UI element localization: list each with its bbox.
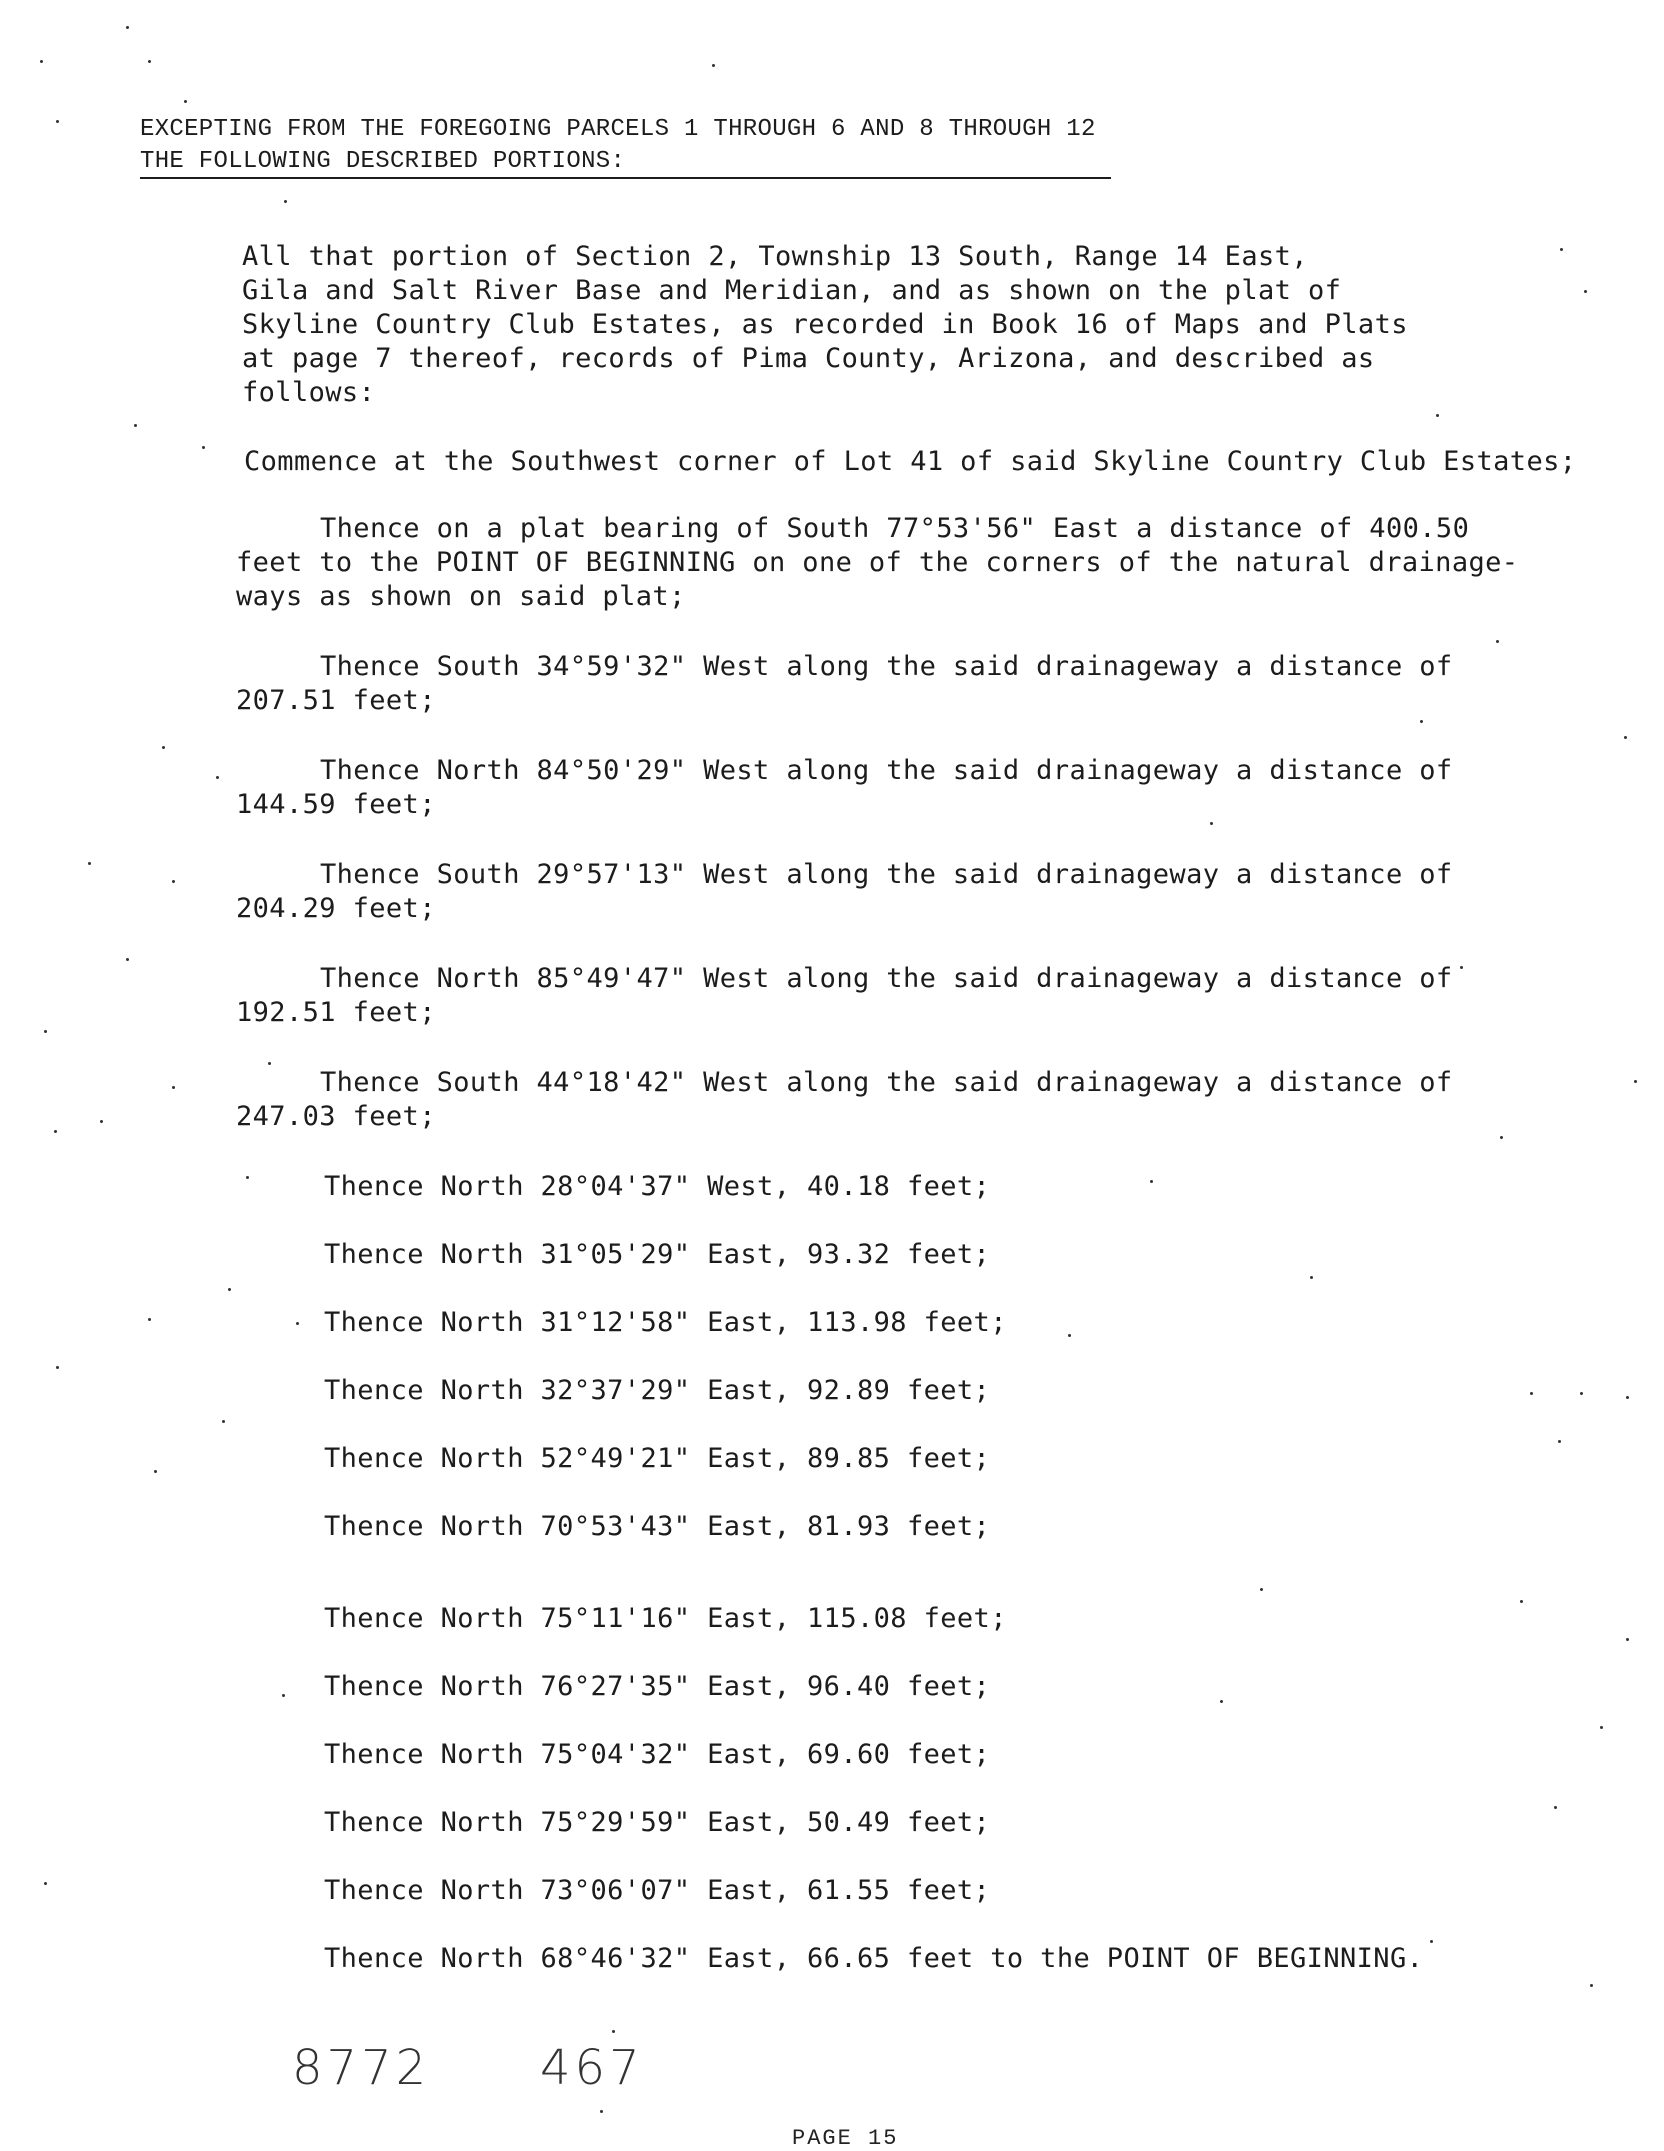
short-course-line: Thence North 73°06'07" East, 61.55 feet; (324, 1875, 991, 1906)
course-paragraph (236, 754, 1546, 822)
course-continuation-line: 144.59 feet; (236, 789, 436, 820)
commence-statement: Commence at the Southwest corner of Lot 41 of said Skyline Country Club Estates; (244, 446, 1577, 477)
exception-header (140, 114, 1180, 179)
course-first-line: Thence North 84°50'29" West along the said drainageway a distance of (320, 755, 1453, 786)
short-course-line: Thence North 75°29'59" East, 50.49 feet; (324, 1807, 991, 1838)
short-course-line: Thence North 52°49'21" East, 89.85 feet; (324, 1443, 991, 1474)
course-continuation-line: 204.29 feet; (236, 893, 436, 924)
page-label: PAGE 15 (792, 2126, 899, 2151)
course-continuation-line: feet to the POINT OF BEGINNING on one of the corners of the natural drainage- (236, 547, 1519, 578)
short-course-line: Thence North 31°12'58" East, 113.98 feet; (324, 1307, 1007, 1338)
intro-line: at page 7 thereof, records of Pima County, Arizona, and described as (242, 343, 1375, 374)
course-continuation-line: 192.51 feet; (236, 997, 436, 1028)
intro-paragraph (242, 240, 1408, 410)
intro-line: Skyline Country Club Estates, as recorded in Book 16 of Maps and Plats (242, 309, 1408, 340)
short-course-line: Thence North 76°27'35" East, 96.40 feet; (324, 1671, 991, 1702)
short-course-line: Thence North 32°37'29" East, 92.89 feet; (324, 1375, 991, 1406)
short-course-line: Thence North 68°46'32" East, 66.65 feet to the POINT OF BEGINNING. (324, 1943, 1424, 1974)
course-paragraph (236, 650, 1546, 718)
course-continuation-line: 207.51 feet; (236, 685, 436, 716)
course-paragraph (236, 858, 1546, 926)
short-course-line: Thence North 28°04'37" West, 40.18 feet; (324, 1171, 991, 1202)
course-paragraph (236, 962, 1546, 1030)
book-number: 8772 (292, 2040, 431, 2096)
intro-line: All that portion of Section 2, Township 13 South, Range 14 East, (242, 241, 1308, 272)
short-course-line: Thence North 31°05'29" East, 93.32 feet; (324, 1239, 991, 1270)
course-paragraph (236, 512, 1546, 614)
course-first-line: Thence South 34°59'32" West along the said drainageway a distance of (320, 651, 1453, 682)
header-line-2: THE FOLLOWING DESCRIBED PORTIONS: (140, 147, 1111, 179)
header-line-1: EXCEPTING FROM THE FOREGOING PARCELS 1 THROUGH 6 AND 8 THROUGH 12 (140, 116, 1096, 143)
course-continuation-line: ways as shown on said plat; (236, 581, 686, 612)
intro-line: Gila and Salt River Base and Meridian, and as shown on the plat of (242, 275, 1342, 306)
short-course-line: Thence North 75°04'32" East, 69.60 feet; (324, 1739, 991, 1770)
course-paragraph (236, 1066, 1546, 1134)
course-first-line: Thence on a plat bearing of South 77°53'56" East a distance of 400.50 (320, 513, 1470, 544)
course-first-line: Thence South 44°18'42" West along the said drainageway a distance of (320, 1067, 1453, 1098)
intro-line: follows: (242, 377, 376, 408)
short-course-line: Thence North 70°53'43" East, 81.93 feet; (324, 1511, 991, 1542)
course-continuation-line: 247.03 feet; (236, 1101, 436, 1132)
page-number: 467 (540, 2040, 644, 2096)
course-first-line: Thence North 85°49'47" West along the said drainageway a distance of (320, 963, 1453, 994)
course-first-line: Thence South 29°57'13" West along the said drainageway a distance of (320, 859, 1453, 890)
short-course-line: Thence North 75°11'16" East, 115.08 feet; (324, 1603, 1007, 1634)
